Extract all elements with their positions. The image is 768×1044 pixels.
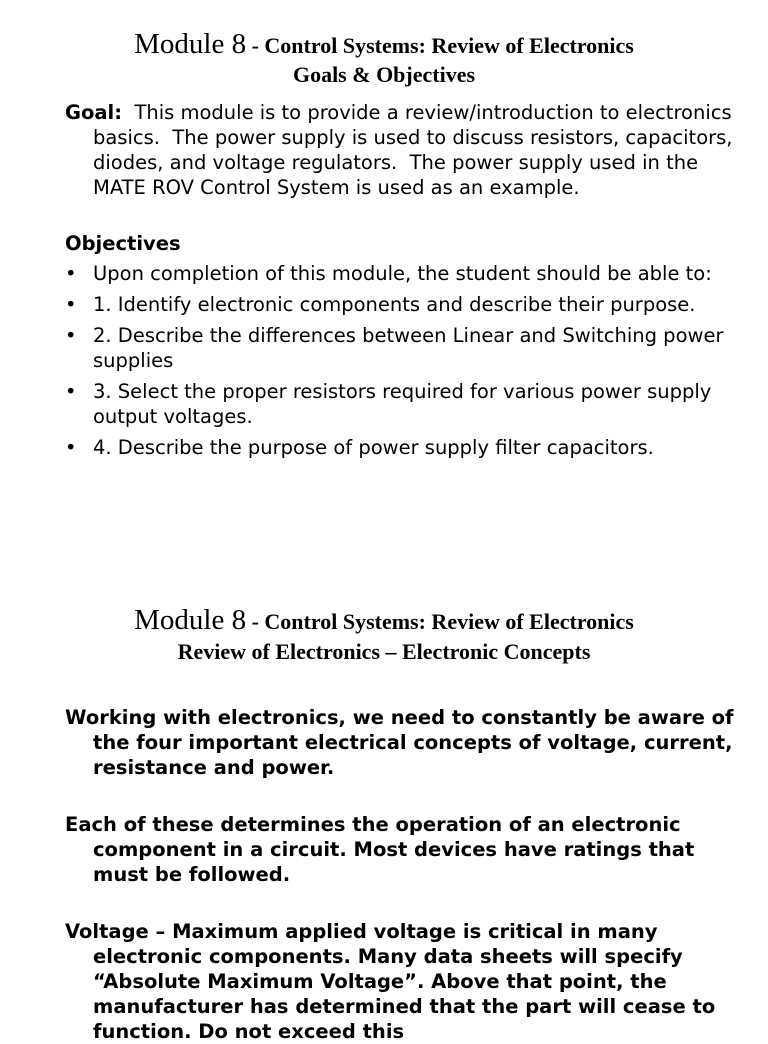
list-item (65, 292, 725, 317)
objectives-heading: Objectives (65, 232, 181, 255)
slide2-title (0, 604, 768, 637)
bullet-icon: • (65, 262, 77, 285)
list-item (65, 379, 725, 429)
ratings-paragraph: Each of these determines the operation of an electronic component in a circuit. Most devices have ratings that must be followed. (65, 813, 695, 886)
goal-paragraph (65, 100, 753, 200)
slide2-title-module: Module 8 (134, 604, 247, 636)
objective-text: 1. Identify electronic components and describe their purpose. (93, 293, 696, 316)
concepts-paragraph: Working with electronics, we need to constantly be aware of the four important electrical concepts of voltage, current, resistance and power. (65, 706, 734, 779)
goal-text: This module is to provide a review/introduction to electronics basics. The power supply is used to discuss resistors, capacitors, diodes, and voltage regulators. The power supply used in the MATE ROV Control System is used as an example. (93, 101, 739, 199)
bullet-icon: • (65, 293, 77, 316)
slide2-title-topic: - Control Systems: Review of Electronics (246, 609, 634, 634)
slide1-title-module: Module 8 (134, 28, 247, 60)
objective-text: Upon completion of this module, the student should be able to: (93, 262, 712, 285)
voltage-paragraph: Voltage – Maximum applied voltage is critical in many electronic components. Many data sheets will specify “Absolute Maximum Voltage”. Above that point, the manufacturer has determined that the part will cease to function. Do not exceed this (65, 920, 716, 1043)
bullet-icon: • (65, 436, 77, 459)
list-item (65, 261, 725, 286)
objective-text: 4. Describe the purpose of power supply filter capacitors. (93, 436, 654, 459)
objectives-list (65, 261, 725, 466)
slide1-title (0, 28, 768, 61)
objective-text: 2. Describe the differences between Linear and Switching power supplies (93, 324, 724, 372)
goal-label: Goal: (65, 101, 123, 124)
slide1-title-topic: - Control Systems: Review of Electronics (246, 33, 634, 58)
list-item (65, 323, 725, 373)
slide1-subtitle: Goals & Objectives (292, 62, 476, 87)
bullet-icon: • (65, 380, 77, 403)
slide2-subtitle: Review of Electronics – Electronic Concepts (177, 639, 591, 664)
list-item (65, 435, 725, 460)
objective-text: 3. Select the proper resistors required for various power supply output voltages. (93, 380, 712, 428)
bullet-icon: • (65, 324, 77, 347)
